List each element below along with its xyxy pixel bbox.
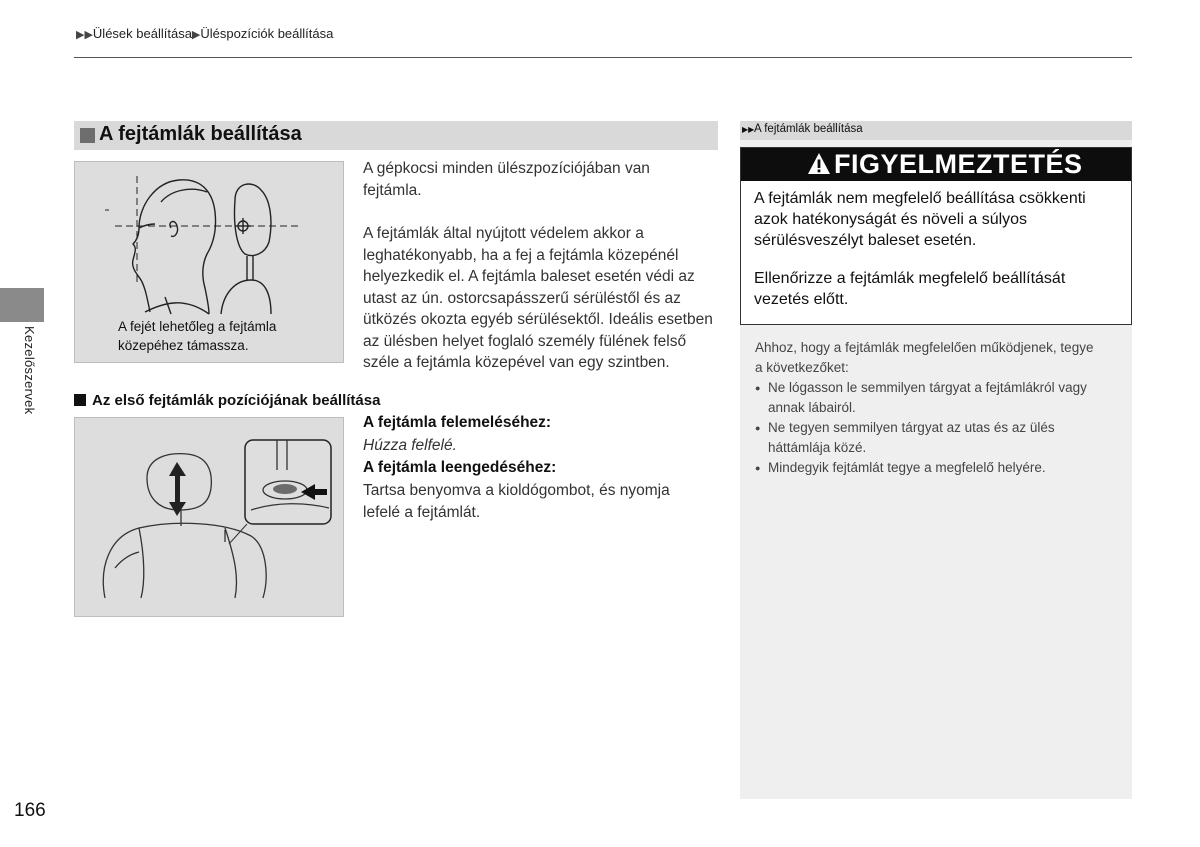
side-tab-marker [0, 288, 44, 322]
intro-paragraph [363, 158, 713, 201]
raise-instruction-body: Húzza felfelé. [363, 437, 457, 454]
raise-instruction-title: A fejtámla felemeléséhez: [363, 414, 552, 431]
text-line: vezetés előtt. [754, 291, 849, 308]
text-line: ütközés okozta egyéb sérülésektől. Ideális esetben [363, 311, 713, 328]
side-note-header [740, 121, 1132, 140]
list-item [755, 458, 1125, 478]
text-line: helyezkedik el. A fejtámla baleset esetén védi az [363, 268, 695, 285]
figure-caption [118, 317, 276, 355]
warning-box [740, 147, 1132, 325]
text-line: ● Mindegyik fejtámlát tegye a megfelelő helyére. [768, 460, 1046, 475]
warning-paragraph [754, 268, 1124, 310]
text-line: ● Ne tegyen semmilyen tárgyat az utas és az ülés [768, 420, 1055, 435]
text-line: széle a fejtámla közepével van egy szintben. [363, 354, 670, 371]
side-tab-label: Kezelőszervek [22, 326, 37, 415]
headrest-adjust-svg [75, 418, 343, 616]
usage-note [755, 338, 1125, 478]
breadcrumb-item-positions[interactable]: Üléspozíciók beállítása [200, 26, 334, 41]
head-position-illustration [74, 161, 344, 363]
text-line: lefelé a fejtámlát. [363, 504, 481, 521]
subsection-title-text: Az első fejtámlák pozíciójának beállítása [92, 392, 381, 409]
double-arrow-icon: ▶▶ [76, 29, 93, 41]
caption-line: közepéhez támassza. [118, 338, 249, 353]
note-intro-line: Ahhoz, hogy a fejtámlák megfelelően működjenek, tegye [755, 340, 1094, 355]
explanation-paragraph [363, 223, 723, 374]
text-line: A fejtámlák nem megfelelő beállítása csökkenti [754, 190, 1086, 207]
section-header [74, 121, 718, 150]
text-line: háttámlája közé. [768, 440, 867, 455]
text-line: utast az ún. ostorcsapásszerű sérüléstől és az [363, 289, 681, 307]
caption-line: A fejét lehetőleg a fejtámla [118, 319, 277, 334]
text-line: Ellenőrizze a fejtámlák megfelelő beállítását [754, 270, 1066, 287]
text-line: annak lábairól. [768, 400, 856, 415]
text-line: fejtámla. [363, 181, 422, 199]
page-number: 166 [14, 800, 46, 821]
text-line: az ülésben helyet foglaló személy fülének felső [363, 332, 687, 350]
headrest-adjust-illustration [74, 417, 344, 617]
text-line: leghatékonyabb, ha a fej a fejtámla közepénél [363, 246, 679, 264]
breadcrumb-item-seats[interactable]: Ülések beállítása [92, 26, 192, 41]
side-note-panel [740, 121, 1132, 799]
section-square-icon [80, 128, 95, 143]
warning-title-bar [741, 148, 1131, 181]
note-bullet-list [755, 378, 1125, 478]
subsection-square-icon [74, 394, 86, 406]
double-arrow-icon: ▶▶ [742, 125, 755, 134]
text-line: ● Ne lógasson le semmilyen tárgyat a fejtámlákról vagy [768, 380, 1087, 395]
text-line: A gépkocsi minden ülészpozíciójában van [363, 160, 650, 177]
arrow-icon: ▶ [191, 29, 201, 41]
warning-triangle-icon [807, 152, 831, 176]
breadcrumb [76, 26, 333, 41]
top-divider [74, 57, 1132, 58]
note-intro-line: a következőket: [755, 360, 849, 375]
side-note-title: A fejtámlák beállítása [754, 123, 863, 135]
text-line: Tartsa benyomva a kioldógombot, és nyomja [363, 482, 670, 499]
text-line: A fejtámlák által nyújtott védelem akkor a [363, 225, 644, 242]
list-item [755, 378, 1125, 418]
lower-instruction-body [363, 480, 708, 524]
section-title: A fejtámlák beállítása [99, 123, 302, 145]
text-line: azok hatékonyságát és növeli a súlyos [754, 211, 1028, 228]
text-line: sérülésveszélyt baleset esetén. [754, 232, 977, 249]
lower-instruction-title: A fejtámla leengedéséhez: [363, 459, 557, 476]
list-item [755, 418, 1125, 458]
warning-paragraph [754, 188, 1124, 251]
subsection-title [74, 392, 380, 409]
warning-title: FIGYELMEZTETÉS [834, 149, 1083, 179]
